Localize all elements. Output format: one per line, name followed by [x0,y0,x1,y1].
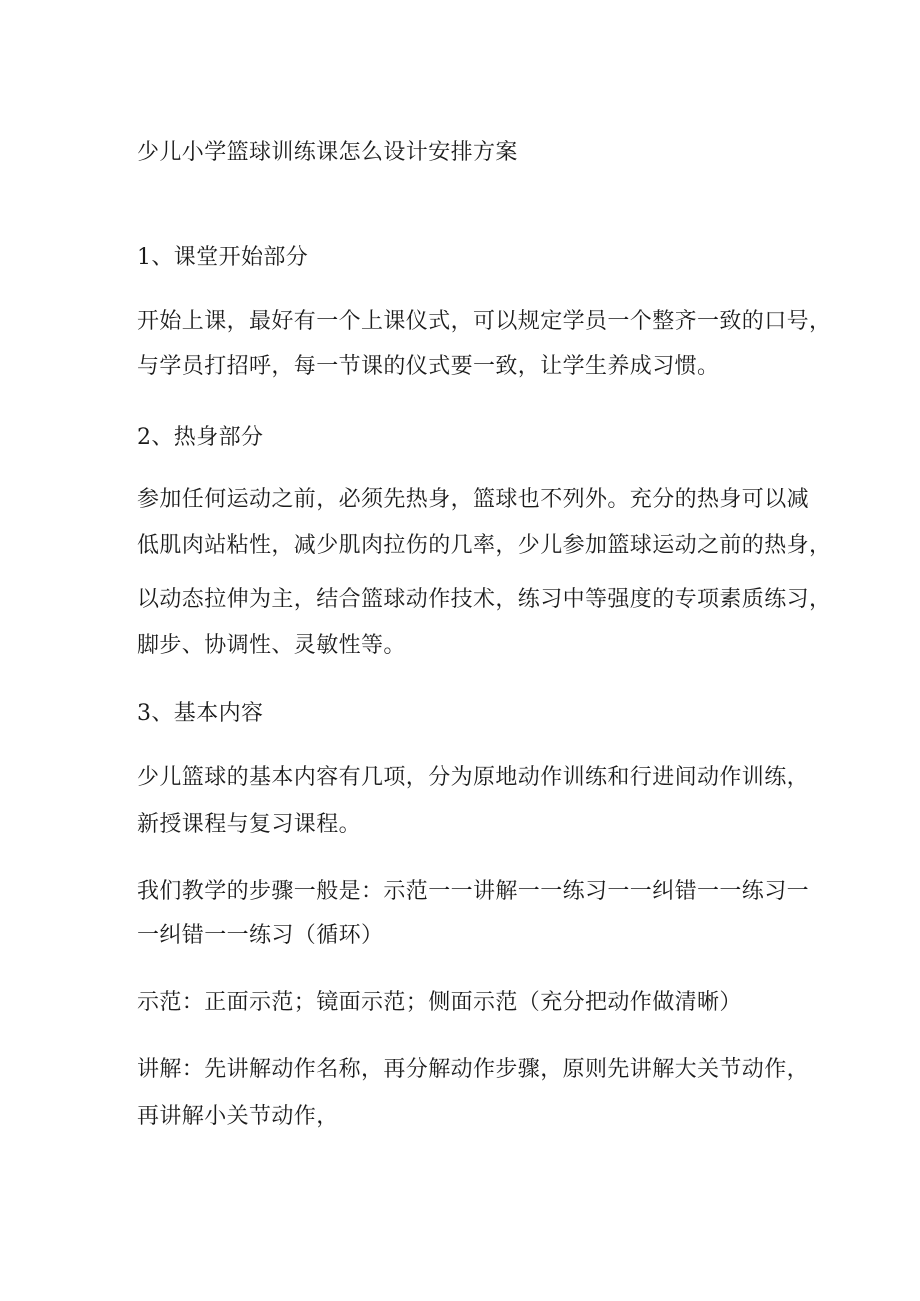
paragraph-line: 新授课程与复习课程。 [137,812,362,837]
paragraph-line: 与学员打招呼，每一节课的仪式要一致，让学生养成习惯。 [137,354,720,379]
paragraph-line: 少儿篮球的基本内容有几项，分为原地动作训练和行进间动作训练， [137,765,810,790]
section-heading-1: 1、课堂开始部分 [137,245,309,270]
paragraph-line: 参加任何运动之前，必须先热身，篮球也不列外。充分的热身可以减 [137,487,810,512]
paragraph-line: 我们教学的步骤一般是：示范一一讲解一一练习一一纠错一一练习一 [137,879,810,904]
paragraph-line: 再讲解小关节动作， [137,1104,339,1129]
paragraph-line: 一纠错一一练习（循环） [137,923,384,948]
paragraph-line: 示范：正面示范；镜面示范；侧面示范（充分把动作做清晰） [137,990,742,1015]
section-heading-2: 2、热身部分 [137,425,264,450]
document-title: 少儿小学篮球训练课怎么设计安排方案 [137,140,518,165]
paragraph-line: 以动态拉伸为主，结合篮球动作技术，练习中等强度的专项素质练习， [137,587,832,612]
paragraph-line: 脚步、协调性、灵敏性等。 [137,633,406,658]
paragraph-line: 低肌肉站粘性，减少肌肉拉伤的几率，少儿参加篮球运动之前的热身， [137,533,832,558]
paragraph-line: 讲解：先讲解动作名称，再分解动作步骤，原则先讲解大关节动作， [137,1057,810,1082]
paragraph-line: 开始上课，最好有一个上课仪式，可以规定学员一个整齐一致的口号， [137,309,832,334]
section-heading-3: 3、基本内容 [137,701,264,726]
